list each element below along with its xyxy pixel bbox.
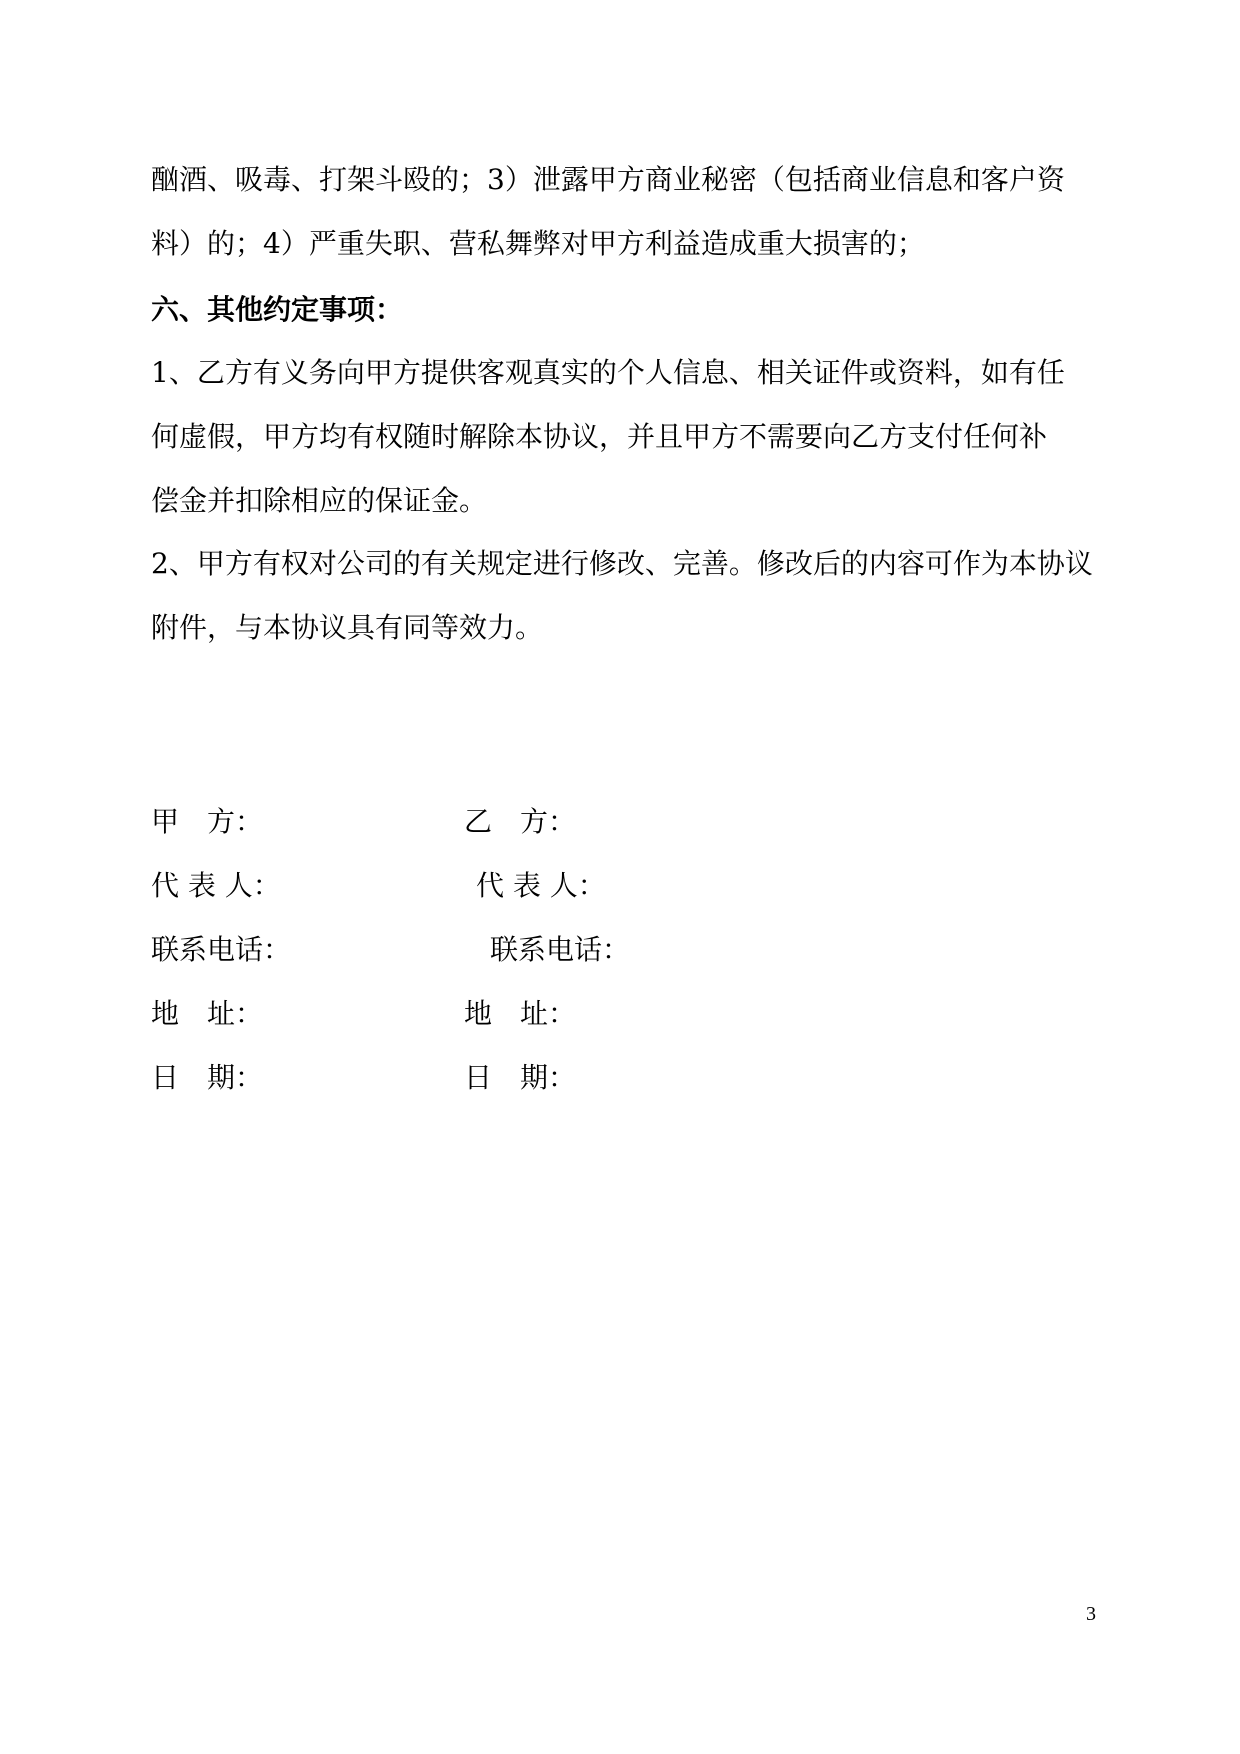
party-a-date-label: 日 期： (151, 1061, 264, 1094)
item-1-line: 何虚假，甲方均有权随时解除本协议，并且甲方不需要向乙方支付任何补 (151, 420, 1048, 453)
item-1-line: 1、乙方有义务向甲方提供客观真实的个人信息、相关证件或资料，如有任 (151, 356, 1065, 389)
item-2-line: 2、甲方有权对公司的有关规定进行修改、完善。修改后的内容可作为本协议 (151, 547, 1093, 580)
item-2-line: 附件，与本协议具有同等效力。 (151, 611, 544, 644)
party-b-representative-label: 代 表 人： (476, 869, 606, 902)
party-a-phone-label: 联系电话： (151, 933, 292, 966)
party-b-address-label: 地 址： (464, 997, 577, 1030)
party-b-date-label: 日 期： (464, 1061, 577, 1094)
item-1-line: 偿金并扣除相应的保证金。 (151, 484, 488, 517)
party-a-label: 甲 方： (151, 805, 264, 838)
party-a-address-label: 地 址： (151, 997, 264, 1030)
page-number: 3 (1086, 1603, 1096, 1625)
party-b-label: 乙 方： (464, 805, 577, 838)
section-heading: 六、其他约定事项： (151, 293, 404, 326)
party-b-phone-label: 联系电话： (490, 933, 631, 966)
paragraph-line: 料）的；4）严重失职、营私舞弊对甲方利益造成重大损害的； (151, 227, 925, 260)
party-a-representative-label: 代 表 人： (151, 869, 281, 902)
paragraph-line: 酗酒、吸毒、打架斗殴的；3）泄露甲方商业秘密（包括商业信息和客户资 (151, 163, 1065, 196)
